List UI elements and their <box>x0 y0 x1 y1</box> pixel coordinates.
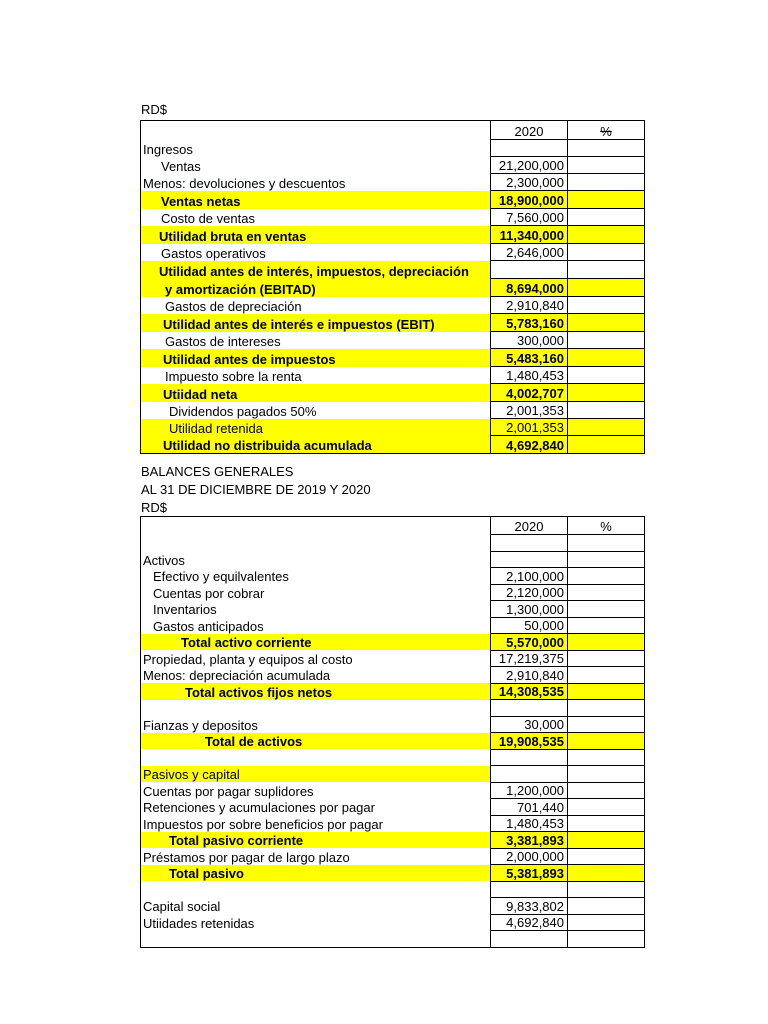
row-label: Total activos fijos netos <box>141 683 491 700</box>
row-label: Utilidad antes de interés, impuestos, depreciación <box>141 261 491 279</box>
row-label: Efectivo y equilvalentes <box>141 568 491 585</box>
row-value: 2,001,353 <box>491 402 568 419</box>
balance-row <box>141 733 645 750</box>
row-label: Propiedad, planta y equipos al costo <box>141 650 491 667</box>
balance-row <box>141 650 645 667</box>
balance-row <box>141 601 645 618</box>
balance-row <box>141 815 645 832</box>
row-pct <box>568 402 645 419</box>
row-value <box>491 700 568 717</box>
row-pct <box>568 535 645 552</box>
income-row <box>141 297 645 314</box>
income-row <box>141 349 645 367</box>
row-value: 3,381,893 <box>491 832 568 849</box>
row-value: 4,002,707 <box>491 384 568 402</box>
balance-header-blank <box>141 517 491 535</box>
row-pct <box>568 332 645 349</box>
income-row <box>141 367 645 384</box>
row-pct <box>568 551 645 568</box>
row-label: Capital social <box>141 898 491 915</box>
row-value: 2,100,000 <box>491 568 568 585</box>
row-pct <box>568 191 645 209</box>
row-label: Utilidad retenida <box>141 419 491 436</box>
balance-sheet-table <box>140 516 645 948</box>
income-row <box>141 384 645 402</box>
row-label: Utilidad no distribuida acumulada <box>141 436 491 454</box>
row-pct <box>568 931 645 948</box>
row-label: Utiidades retenidas <box>141 914 491 931</box>
row-label: Gastos de intereses <box>141 332 491 349</box>
row-pct <box>568 898 645 915</box>
row-value <box>491 140 568 157</box>
row-label: Ingresos <box>141 140 491 157</box>
row-label: Pasivos y capital <box>141 766 491 783</box>
row-value: 19,908,535 <box>491 733 568 750</box>
row-label: Menos: devoluciones y descuentos <box>141 174 491 191</box>
row-pct <box>568 716 645 733</box>
balance-header-year: 2020 <box>491 517 568 535</box>
income-row <box>141 209 645 226</box>
balance-row <box>141 683 645 700</box>
row-pct <box>568 650 645 667</box>
balance-currency-label: RD$ <box>141 500 168 515</box>
row-pct <box>568 617 645 634</box>
row-value: 30,000 <box>491 716 568 733</box>
row-value: 2,120,000 <box>491 584 568 601</box>
balance-header-row <box>141 517 645 535</box>
balance-row <box>141 634 645 651</box>
row-value <box>491 261 568 279</box>
row-pct <box>568 832 645 849</box>
row-label: Utilidad antes de impuestos <box>141 349 491 367</box>
row-value: 50,000 <box>491 617 568 634</box>
row-value: 5,381,893 <box>491 865 568 882</box>
income-row <box>141 244 645 261</box>
row-pct <box>568 815 645 832</box>
row-value: 701,440 <box>491 799 568 816</box>
balance-row <box>141 568 645 585</box>
row-value <box>491 749 568 766</box>
balance-title-line2: AL 31 DE DICIEMBRE DE 2019 Y 2020 <box>141 482 371 497</box>
row-label: Inventarios <box>141 601 491 618</box>
income-row <box>141 261 645 279</box>
row-value: 5,483,160 <box>491 349 568 367</box>
row-value: 5,570,000 <box>491 634 568 651</box>
row-value: 4,692,840 <box>491 914 568 931</box>
balance-row <box>141 848 645 865</box>
row-label <box>141 749 491 766</box>
income-header-row <box>141 121 645 140</box>
balance-title-line1: BALANCES GENERALES <box>141 464 294 479</box>
row-value <box>491 881 568 898</box>
row-value: 1,200,000 <box>491 782 568 799</box>
row-label: Costo de ventas <box>141 209 491 226</box>
row-value <box>491 931 568 948</box>
income-row <box>141 419 645 436</box>
row-pct <box>568 226 645 244</box>
row-value: 7,560,000 <box>491 209 568 226</box>
row-pct <box>568 261 645 279</box>
row-pct <box>568 436 645 454</box>
balance-row <box>141 716 645 733</box>
row-pct <box>568 799 645 816</box>
balance-row <box>141 898 645 915</box>
row-label: Gastos operativos <box>141 244 491 261</box>
row-value: 21,200,000 <box>491 157 568 174</box>
income-row <box>141 332 645 349</box>
row-value: 11,340,000 <box>491 226 568 244</box>
row-value: 2,910,840 <box>491 667 568 684</box>
row-value: 9,833,802 <box>491 898 568 915</box>
row-label: Utiidad neta <box>141 384 491 402</box>
row-value: 2,910,840 <box>491 297 568 314</box>
row-pct <box>568 766 645 783</box>
income-row <box>141 279 645 297</box>
row-label: Fianzas y depositos <box>141 716 491 733</box>
row-label: Ventas <box>141 157 491 174</box>
row-value: 18,900,000 <box>491 191 568 209</box>
balance-row <box>141 551 645 568</box>
row-value: 2,001,353 <box>491 419 568 436</box>
row-label: Dividendos pagados 50% <box>141 402 491 419</box>
row-pct <box>568 601 645 618</box>
income-row <box>141 314 645 332</box>
balance-row <box>141 881 645 898</box>
row-pct <box>568 314 645 332</box>
row-label: Ventas netas <box>141 191 491 209</box>
row-pct <box>568 584 645 601</box>
balance-row <box>141 584 645 601</box>
row-pct <box>568 749 645 766</box>
row-pct <box>568 209 645 226</box>
row-label: Retenciones y acumulaciones por pagar <box>141 799 491 816</box>
row-value: 2,646,000 <box>491 244 568 261</box>
income-row <box>141 402 645 419</box>
row-label: Menos: depreciación acumulada <box>141 667 491 684</box>
income-row <box>141 226 645 244</box>
row-pct <box>568 297 645 314</box>
balance-row <box>141 617 645 634</box>
row-pct <box>568 279 645 297</box>
row-value: 8,694,000 <box>491 279 568 297</box>
row-pct <box>568 914 645 931</box>
row-label: Cuentas por cobrar <box>141 584 491 601</box>
income-row <box>141 191 645 209</box>
row-label: Impuesto sobre la renta <box>141 367 491 384</box>
row-value: 4,692,840 <box>491 436 568 454</box>
row-pct <box>568 174 645 191</box>
row-value: 1,480,453 <box>491 367 568 384</box>
income-header-pct: % <box>568 121 645 140</box>
income-statement-table <box>140 120 645 454</box>
row-pct <box>568 367 645 384</box>
row-label: Préstamos por pagar de largo plazo <box>141 848 491 865</box>
row-value <box>491 551 568 568</box>
row-value: 1,480,453 <box>491 815 568 832</box>
row-label: Gastos de depreciación <box>141 297 491 314</box>
row-value: 14,308,535 <box>491 683 568 700</box>
row-pct <box>568 244 645 261</box>
balance-row <box>141 914 645 931</box>
income-header-blank <box>141 121 491 140</box>
row-label <box>141 881 491 898</box>
balance-row <box>141 749 645 766</box>
balance-row <box>141 931 645 948</box>
row-label <box>141 535 491 552</box>
row-label: Activos <box>141 551 491 568</box>
balance-row <box>141 766 645 783</box>
row-pct <box>568 865 645 882</box>
row-label: y amortización (EBITAD) <box>141 279 491 297</box>
row-pct <box>568 349 645 367</box>
income-row <box>141 140 645 157</box>
row-label <box>141 700 491 717</box>
row-label <box>141 931 491 948</box>
row-label: Impuestos por sobre beneficios por pagar <box>141 815 491 832</box>
row-pct <box>568 634 645 651</box>
row-label: Cuentas por pagar suplidores <box>141 782 491 799</box>
row-label: Total pasivo <box>141 865 491 882</box>
row-value: 17,219,375 <box>491 650 568 667</box>
row-value: 1,300,000 <box>491 601 568 618</box>
row-pct <box>568 157 645 174</box>
income-row <box>141 157 645 174</box>
row-pct <box>568 881 645 898</box>
row-label: Utilidad antes de interés e impuestos (EBIT) <box>141 314 491 332</box>
balance-row <box>141 782 645 799</box>
row-value: 2,300,000 <box>491 174 568 191</box>
balance-row <box>141 700 645 717</box>
balance-header-pct: % <box>568 517 645 535</box>
row-value: 300,000 <box>491 332 568 349</box>
row-pct <box>568 140 645 157</box>
row-pct <box>568 419 645 436</box>
row-pct <box>568 700 645 717</box>
row-label: Total activo corriente <box>141 634 491 651</box>
row-pct <box>568 733 645 750</box>
row-label: Total pasivo corriente <box>141 832 491 849</box>
row-label: Utilidad bruta en ventas <box>141 226 491 244</box>
row-pct <box>568 848 645 865</box>
row-pct <box>568 568 645 585</box>
income-row <box>141 174 645 191</box>
row-pct <box>568 782 645 799</box>
row-pct <box>568 683 645 700</box>
balance-row <box>141 832 645 849</box>
balance-row <box>141 535 645 552</box>
row-value <box>491 535 568 552</box>
balance-row <box>141 667 645 684</box>
row-pct <box>568 667 645 684</box>
row-label: Gastos anticipados <box>141 617 491 634</box>
row-value <box>491 766 568 783</box>
row-value: 2,000,000 <box>491 848 568 865</box>
income-row <box>141 436 645 454</box>
row-label: Total de activos <box>141 733 491 750</box>
balance-row <box>141 865 645 882</box>
row-value: 5,783,160 <box>491 314 568 332</box>
row-pct <box>568 384 645 402</box>
income-header-year: 2020 <box>491 121 568 140</box>
balance-row <box>141 799 645 816</box>
income-currency-label: RD$ <box>141 102 168 117</box>
